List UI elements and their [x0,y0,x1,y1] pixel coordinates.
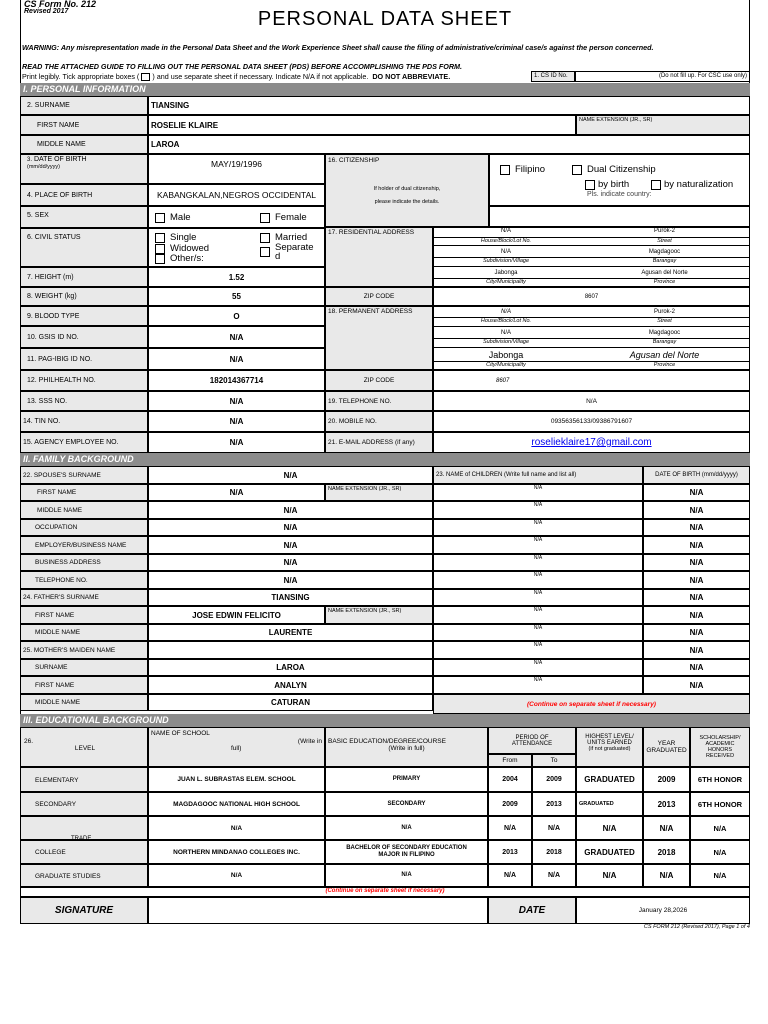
edu-highest-header: HIGHEST LEVEL/ UNITS EARNED (if not graduated) [576,727,643,767]
form-revision: Revised 2017 [24,8,69,15]
res-zip-label: ZIP CODE [325,287,433,306]
country-field[interactable] [489,206,750,227]
child-dob-field[interactable]: N/A [643,519,750,536]
child-name-field[interactable]: N/A [433,606,643,624]
perm-subdivision-value: N/A [500,329,511,336]
edu-degree-field[interactable]: N/A [325,864,488,887]
checkbox-icon [260,213,270,223]
citizenship-label: 16. CITIZENSHIP If holder of dual citizenship, please indicate the details. [325,154,489,227]
edu-year-graduated-header: YEAR GRADUATED [643,727,690,767]
mother-middle-name-field[interactable]: CATURAN [148,694,433,711]
edu-degree-header: BASIC EDUCATION/DEGREE/COURSE (Write in full) [325,727,488,767]
agency-employee-label: 15. AGENCY EMPLOYEE NO. [20,432,148,453]
mother-first-name-label: FIRST NAME [20,676,148,694]
subdivision-caption: Subdivision/Village [482,339,530,345]
occupation-field[interactable]: N/A [148,519,433,536]
mother-middle-name-label: MIDDLE NAME [20,694,148,711]
child-dob-field[interactable]: N/A [643,571,750,589]
spouse-telephone-field[interactable]: N/A [148,571,433,589]
edu-school-field[interactable]: NORTHERN MINDANAO COLLEGES INC. [148,840,325,864]
tin-field[interactable]: N/A [148,411,325,432]
child-name-field[interactable]: N/A [433,501,643,519]
business-address-field[interactable]: N/A [148,554,433,571]
perm-zip-field[interactable]: 8607 [433,370,750,391]
section-personal-information: I. PERSONAL INFORMATION [20,83,750,96]
edu-honors-field[interactable]: N/A [690,864,750,887]
edu-honors-field[interactable]: 6TH HONOR [690,767,750,792]
citizenship-filipino-checkbox[interactable]: Filipino [500,164,545,175]
child-name-field[interactable]: N/A [433,554,643,571]
spouse-middle-name-field[interactable]: N/A [148,501,433,519]
family-continue-note: (Continue on separate sheet if necessary) [433,694,750,714]
edu-level-text: TRADE [71,836,92,840]
edu-from-field[interactable]: 2009 [488,792,532,816]
indicate-country-hint: Pls. indicate country: [587,191,652,198]
edu-school-field[interactable]: JUAN L. SUBRASTAS ELEM. SCHOOL [148,767,325,792]
cs-id-label: 1. CS ID No. [531,71,575,82]
res-zip-field[interactable]: 8607 [433,287,750,306]
children-dob-header: DATE OF BIRTH (mm/dd/yyyy) [643,466,750,484]
name-extension-label: NAME EXTENSION (JR., SR) [325,484,433,501]
street-caption: Street [657,318,672,324]
telephone-field[interactable]: N/A [433,391,750,411]
edu-level-label [20,864,148,887]
philhealth-field[interactable]: 182014367714 [148,370,325,391]
place-of-birth-field[interactable]: KABANGKALAN,NEGROS OCCIDENTAL [148,184,325,206]
checkbox-icon [155,254,165,264]
edu-school-field[interactable]: N/A [148,864,325,887]
house-caption: House/Block/Lot No. [480,318,532,324]
telephone-label: 19. TELEPHONE NO. [325,391,433,411]
edu-degree-field[interactable]: PRIMARY [325,767,488,792]
barangay-caption: Barangay [652,258,677,264]
first-name-field[interactable]: ROSELIE KLAIRE [148,115,576,135]
philhealth-label: 12. PHILHEALTH NO. [20,370,148,391]
res-subdivision-value: N/A [500,248,511,255]
edu-to-header: To [532,754,576,767]
street-caption: Street [657,238,672,244]
mother-maiden-name-field[interactable] [148,641,433,659]
email-label: 21. E-MAIL ADDRESS (if any) [325,432,433,453]
child-dob-field[interactable]: N/A [643,589,750,606]
date-label: DATE [488,897,576,924]
sex-male-checkbox[interactable]: Male [155,212,191,223]
dual-by-naturalization-checkbox[interactable]: by naturalization [651,179,733,190]
civil-status-label: 6. CIVIL STATUS [20,228,148,267]
checkbox-icon [585,180,595,190]
warning-text: WARNING: Any misrepresentation made in the Personal Data Sheet and the Work Experience Sheet shall cause the filing of administrative/criminal case/s against the person concerned. [22,43,654,52]
edu-degree-field[interactable]: BACHELOR OF SECONDARY EDUCATION MAJOR IN FILIPINO [325,840,488,864]
checkbox-icon [155,213,165,223]
agency-employee-field[interactable]: N/A [148,432,325,453]
edu-highest-field[interactable]: N/A [576,816,643,840]
child-dob-field[interactable]: N/A [643,606,750,624]
edu-school-header: NAME OF SCHOOL (Write in full) [148,727,325,767]
read-guide-text: READ THE ATTACHED GUIDE TO FILLING OUT THE PERSONAL DATA SHEET (PDS) BEFORE ACCOMPLISHING THE PDS FORM. [22,62,463,71]
employer-name-field[interactable]: N/A [148,536,433,554]
height-label: 7. HEIGHT (m) [20,267,148,287]
sss-field[interactable]: N/A [148,391,325,411]
edu-honors-header: SCHOLARSHIP/ ACADEMIC HONORS RECEIVED [690,727,750,767]
perm-house-value: N/A [500,309,511,315]
residential-address-field[interactable] [433,227,750,287]
edu-level-label [20,792,148,816]
edu-to-field[interactable]: 2009 [532,767,576,792]
checkbox-icon [260,247,270,257]
section-family-background: II. FAMILY BACKGROUND [20,453,750,466]
province-caption: Province [653,279,676,285]
edu-degree-field[interactable]: SECONDARY [325,792,488,816]
surname-field[interactable]: TIANSING [148,96,750,115]
civil-status-options [148,228,325,267]
gsis-field[interactable]: N/A [148,326,325,348]
res-province-value: Agusan del Norte [641,269,688,276]
spouse-middle-name-label: MIDDLE NAME [20,501,148,519]
res-city-value: Jabonga [494,269,518,276]
middle-name-label: MIDDLE NAME [20,135,148,154]
middle-name-field[interactable]: LAROA [148,135,750,154]
edu-from-header: From [488,754,532,767]
blood-type-field[interactable]: O [148,306,325,326]
perm-city-value: Jabonga [488,349,524,360]
tin-label: 14. TIN NO. [20,411,148,432]
father-first-name-label: FIRST NAME [20,606,148,624]
civil-married-checkbox[interactable]: Married [260,232,307,243]
checkbox-icon [500,165,510,175]
edu-from-field[interactable]: 2013 [488,840,532,864]
child-dob-field[interactable]: N/A [643,624,750,641]
checkbox-icon [651,180,661,190]
edu-from-field[interactable]: N/A [488,816,532,840]
subdivision-caption: Subdivision/Village [482,258,530,264]
edu-year-field[interactable]: N/A [643,864,690,887]
edu-to-field[interactable]: 2013 [532,792,576,816]
edu-to-field[interactable]: N/A [532,864,576,887]
father-first-name-field[interactable]: JOSE EDWIN FELICITO [148,606,325,624]
child-dob-field[interactable]: N/A [643,501,750,519]
child-dob-field[interactable]: N/A [643,641,750,659]
edu-year-field[interactable]: N/A [643,816,690,840]
edu-year-field[interactable]: 2013 [643,792,690,816]
checkbox-icon [572,165,582,175]
spouse-first-name-label: FIRST NAME [20,484,148,501]
civil-single-checkbox[interactable]: Single [155,232,196,243]
employer-name-label: EMPLOYER/BUSINESS NAME [20,536,148,554]
spouse-telephone-label: TELEPHONE NO. [20,571,148,589]
mother-surname-field[interactable]: LAROA [148,659,433,676]
child-dob-field[interactable]: N/A [643,554,750,571]
edu-degree-field[interactable]: N/A [325,816,488,840]
form-number: CS Form No. 212 [24,0,97,9]
pagibig-label: 11. PAG-IBIG ID NO. [20,348,148,370]
signature-label: SIGNATURE [20,897,148,924]
province-caption: Province [653,362,676,368]
edu-year-field[interactable]: 2009 [643,767,690,792]
residential-address-label: 17. RESIDENTIAL ADDRESS [325,227,433,287]
date-field[interactable]: January 28,2026 [576,897,750,924]
page-title: PERSONAL DATA SHEET [257,8,513,30]
civil-separated-checkbox[interactable]: Separate d [260,243,321,261]
perm-province-value: Agusan del Norte [629,349,700,360]
weight-label: 8. WEIGHT (kg) [20,287,148,306]
edu-level-label [20,816,148,840]
barangay-caption: Barangay [652,339,677,345]
name-extension-label: NAME EXTENSION (JR., SR) [325,606,433,624]
father-middle-name-label: MIDDLE NAME [20,624,148,641]
edu-highest-field[interactable]: GRADUATED [576,840,643,864]
edu-year-field[interactable]: 2018 [643,840,690,864]
dual-by-birth-checkbox[interactable]: by birth [585,179,629,190]
edu-level-label [20,767,148,792]
mobile-label: 20. MOBILE NO. [325,411,433,432]
mother-maiden-name-label: 25. MOTHER'S MAIDEN NAME [20,641,148,659]
res-barangay-value: Magdagooc [648,248,681,255]
edu-school-field[interactable]: MAGDAGOOC NATIONAL HIGH SCHOOL [148,792,325,816]
edu-honors-field[interactable]: N/A [690,840,750,864]
perm-zip-label: ZIP CODE [325,370,433,391]
child-name-field[interactable]: N/A [433,484,643,501]
child-name-field[interactable]: N/A [433,624,643,641]
edu-from-field[interactable]: N/A [488,864,532,887]
father-surname-label: 24. FATHER'S SURNAME [20,589,148,606]
tick-box-icon [141,73,150,81]
edu-highest-field[interactable]: GRADUATED [576,792,643,816]
pagibig-field[interactable]: N/A [148,348,325,370]
edu-level-text: GRADUATE STUDIES [35,872,101,880]
child-dob-field[interactable]: N/A [643,659,750,676]
edu-continue-row [20,887,750,897]
child-dob-field[interactable]: N/A [643,676,750,694]
civil-others-checkbox[interactable]: Other/s: [155,253,204,264]
permanent-address-field[interactable] [433,306,750,370]
edu-honors-field[interactable]: 6TH HONOR [690,792,750,816]
res-house-value: N/A [500,228,511,234]
pds-page [20,0,750,1024]
email-link[interactable]: roselieklaire17@gmail.com [531,437,652,448]
cs-id-field[interactable]: (Do not fill up. For CSC use only) [575,71,750,82]
edu-level-text: ELEMENTARY [35,776,79,784]
edu-continue-note: (Continue on separate sheet if necessary) [325,888,445,894]
spouse-surname-field[interactable]: N/A [148,466,433,484]
child-name-field[interactable]: N/A [433,589,643,606]
mother-first-name-field[interactable]: ANALYN [148,676,433,694]
place-of-birth-label: 4. PLACE OF BIRTH [20,184,148,206]
res-street-value: Purok-2 [653,228,675,234]
spouse-surname-label: 22. SPOUSE'S SURNAME [20,466,148,484]
edu-to-field[interactable]: 2018 [532,840,576,864]
city-caption: City/Municipality [486,362,526,368]
child-name-field[interactable]: N/A [433,519,643,536]
business-address-label: BUSINESS ADDRESS [20,554,148,571]
civil-widowed-checkbox[interactable]: Widowed [155,243,209,254]
permanent-address-label: 18. PERMANENT ADDRESS [325,306,433,370]
citizenship-dual-checkbox[interactable]: Dual Citizenship [572,164,656,175]
sss-label: 13. SSS NO. [20,391,148,411]
child-name-field[interactable]: N/A [433,659,643,676]
weight-field[interactable]: 55 [148,287,325,306]
child-name-field[interactable]: N/A [433,571,643,589]
edu-level-header: 26. LEVEL [20,727,148,767]
father-surname-field[interactable]: TIANSING [148,589,433,606]
section-educational-background: III. EDUCATIONAL BACKGROUND [20,714,750,727]
gsis-label: 10. GSIS ID NO. [20,326,148,348]
edu-school-field[interactable]: N/A [148,816,325,840]
children-name-header: 23. NAME of CHILDREN (Write full name and list all) [433,466,643,484]
signature-field[interactable] [148,897,488,924]
mother-surname-label: SURNAME [20,659,148,676]
sex-label: 5. SEX [20,206,148,228]
edu-to-field[interactable]: N/A [532,816,576,840]
child-dob-field[interactable]: N/A [643,484,750,501]
spouse-first-name-field[interactable]: N/A [148,484,325,501]
child-name-field[interactable]: N/A [433,641,643,659]
edu-from-field[interactable]: 2004 [488,767,532,792]
checkbox-icon [155,244,165,254]
child-dob-field[interactable]: N/A [643,536,750,554]
edu-highest-field[interactable]: GRADUATED [576,767,643,792]
perm-barangay-value: Magdagooc [648,329,681,336]
first-name-label: FIRST NAME [20,115,148,135]
blood-type-label: 9. BLOOD TYPE [20,306,148,326]
sex-female-checkbox[interactable]: Female [260,212,307,223]
child-name-field[interactable]: N/A [433,676,643,694]
perm-street-value: Purok-2 [653,309,675,315]
checkbox-icon [260,233,270,243]
email-field[interactable] [433,432,750,453]
date-of-birth-label: 3. DATE OF BIRTH (mm/dd/yyyy) [20,154,148,184]
edu-period-header: PERIOD OF ATTENDANCE [488,727,576,754]
surname-label: 2. SURNAME [20,96,148,115]
date-of-birth-field[interactable]: MAY/19/1996 [148,154,325,184]
child-name-field[interactable]: N/A [433,536,643,554]
edu-honors-field[interactable]: N/A [690,816,750,840]
print-instructions: Print legibly. Tick appropriate boxes ( ) and use separate sheet if necessary. Indicate N/A if not applicable. DO NOT ABBREVIATE. [22,72,451,81]
edu-level-text: SECONDARY [35,801,77,808]
city-caption: City/Municipality [486,279,526,285]
edu-level-text: COLLEGE [35,849,66,856]
occupation-label: OCCUPATION [20,519,148,536]
name-extension-label: NAME EXTENSION (JR., SR) [576,115,750,135]
mobile-field[interactable]: 09356356133/09386791607 [433,411,750,432]
height-field[interactable]: 1.52 [148,267,325,287]
page-footer-note: CS FORM 212 (Revised 2017), Page 1 of 4 [643,924,750,930]
house-caption: House/Block/Lot No. [480,238,532,244]
edu-level-label [20,840,148,864]
checkbox-icon [155,233,165,243]
edu-highest-field[interactable]: N/A [576,864,643,887]
father-middle-name-field[interactable]: LAURENTE [148,624,433,641]
